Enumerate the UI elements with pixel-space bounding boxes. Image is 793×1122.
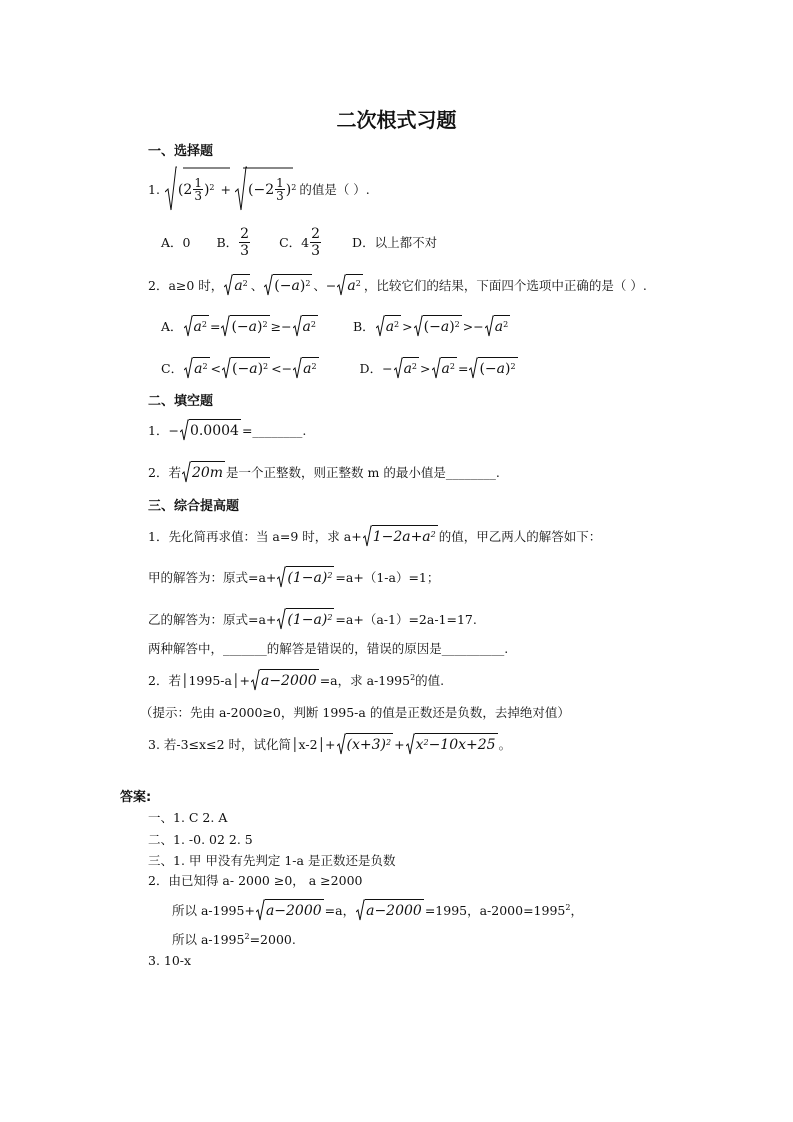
radical-1: ( 2 $\frac{1}{3}$ ) $^2$ <box>165 166 217 212</box>
answer-line-3: 三、1. 甲 甲没有先判定 1-a 是正数还是负数 <box>148 853 396 868</box>
answer-line-1: 一、1. C 2. A <box>148 810 228 825</box>
option-a: A． <box>161 319 183 334</box>
question-1-2: 2．a≥0 时， a $^2$ 、 (− a ) $^2$ 、− a $^2$ ，比较它们的结果，下面四个选项中正确的是（ ）. <box>148 272 647 298</box>
answer-jia: 甲的解答为：原式=a+ (1−a) $^2$ =a+（1-a）=1； <box>148 564 439 590</box>
question-3-2: 2．若│1995-a│+ a−2000 =a，求 a-1995 $^2$ 的值. <box>148 668 444 692</box>
page-title: 二次根式习题 <box>336 108 457 132</box>
question-3-1-prompt: 两种解答中，_______的解答是错误的，错误的原因是__________. <box>148 641 509 656</box>
question-2-1: 1． − 0.0004 =________. <box>148 418 306 442</box>
answer-line-7: 3. 10-x <box>148 953 192 968</box>
question-1-1-options: A．0 B． $\frac{2}{3}$ C．4 $\frac{2}{3}$ D．以上都不对 <box>161 225 438 259</box>
question-1-2-options-ab: A． a $^2$ = (− a ) $^2$ ≥− a $^2$ B． a $^2$ > (− a ) $^2$ >− a $^2$ <box>161 313 511 339</box>
option-d: D． <box>359 361 383 376</box>
question-3-3: 3. 若-3≤x≤2 时，试化简│x-2│+ (x+3) $^2$ + x $^2$ −10x+25 。 <box>148 731 511 757</box>
answer-yi: 乙的解答为：原式=a+ (1−a) $^2$ =a+（a-1）=2a-1=17. <box>148 606 477 632</box>
question-text: 的值是（ ）. <box>299 182 370 197</box>
option-d: D．以上都不对 <box>352 235 438 250</box>
answers-heading: 答案: <box>120 790 152 805</box>
answer-line-2: 二、1. -0. 02 2. 5 <box>148 832 253 847</box>
question-1-1: 1. ( 2 $\frac{1}{3}$ ) $^2$ + ( −2 $\frac{1}{3}$ ) $^2$ 的值是（ ）. <box>148 166 370 212</box>
question-number: 1. <box>148 181 160 197</box>
option-c: C．4 <box>279 235 310 250</box>
option-b: B． <box>353 319 375 334</box>
section-heading-choice: 一、选择题 <box>148 144 214 159</box>
question-2-2: 2．若 20m 是一个正整数，则正整数 m 的最小值是________. <box>148 460 500 484</box>
option-c: C． <box>161 361 184 376</box>
question-3-2-hint: （提示：先由 a-2000≥0，判断 1995-a 的值是正数还是负数，去掉绝对值） <box>140 705 570 720</box>
answer-line-6: 所以 a-1995 $^2$ =2000. <box>172 931 296 947</box>
question-1-2-options-cd: C． a $^2$ < (− a ) $^2$ <− a $^2$ D． − a $^2$ > a $^2$ = (− a ) $^2$ <box>161 355 519 381</box>
section-heading-comprehensive: 三、综合提高题 <box>148 499 240 514</box>
answer-line-4: 2．由已知得 a- 2000 ≥0， a ≥2000 <box>148 873 363 888</box>
option-b: B． <box>216 235 239 250</box>
radical-2: ( −2 $\frac{1}{3}$ ) $^2$ <box>235 166 298 212</box>
answer-line-5: 所以 a-1995+ a−2000 =a， a−2000 =1995，a-2000=1995 $^2$ ， <box>172 898 583 922</box>
section-heading-fill: 二、填空题 <box>148 394 214 409</box>
question-3-1: 1．先化简再求值：当 a=9 时，求 a+ 1−2a+a $^2$ 的值，甲乙两人的解答如下： <box>148 523 601 549</box>
option-a: A．0 <box>161 235 191 250</box>
